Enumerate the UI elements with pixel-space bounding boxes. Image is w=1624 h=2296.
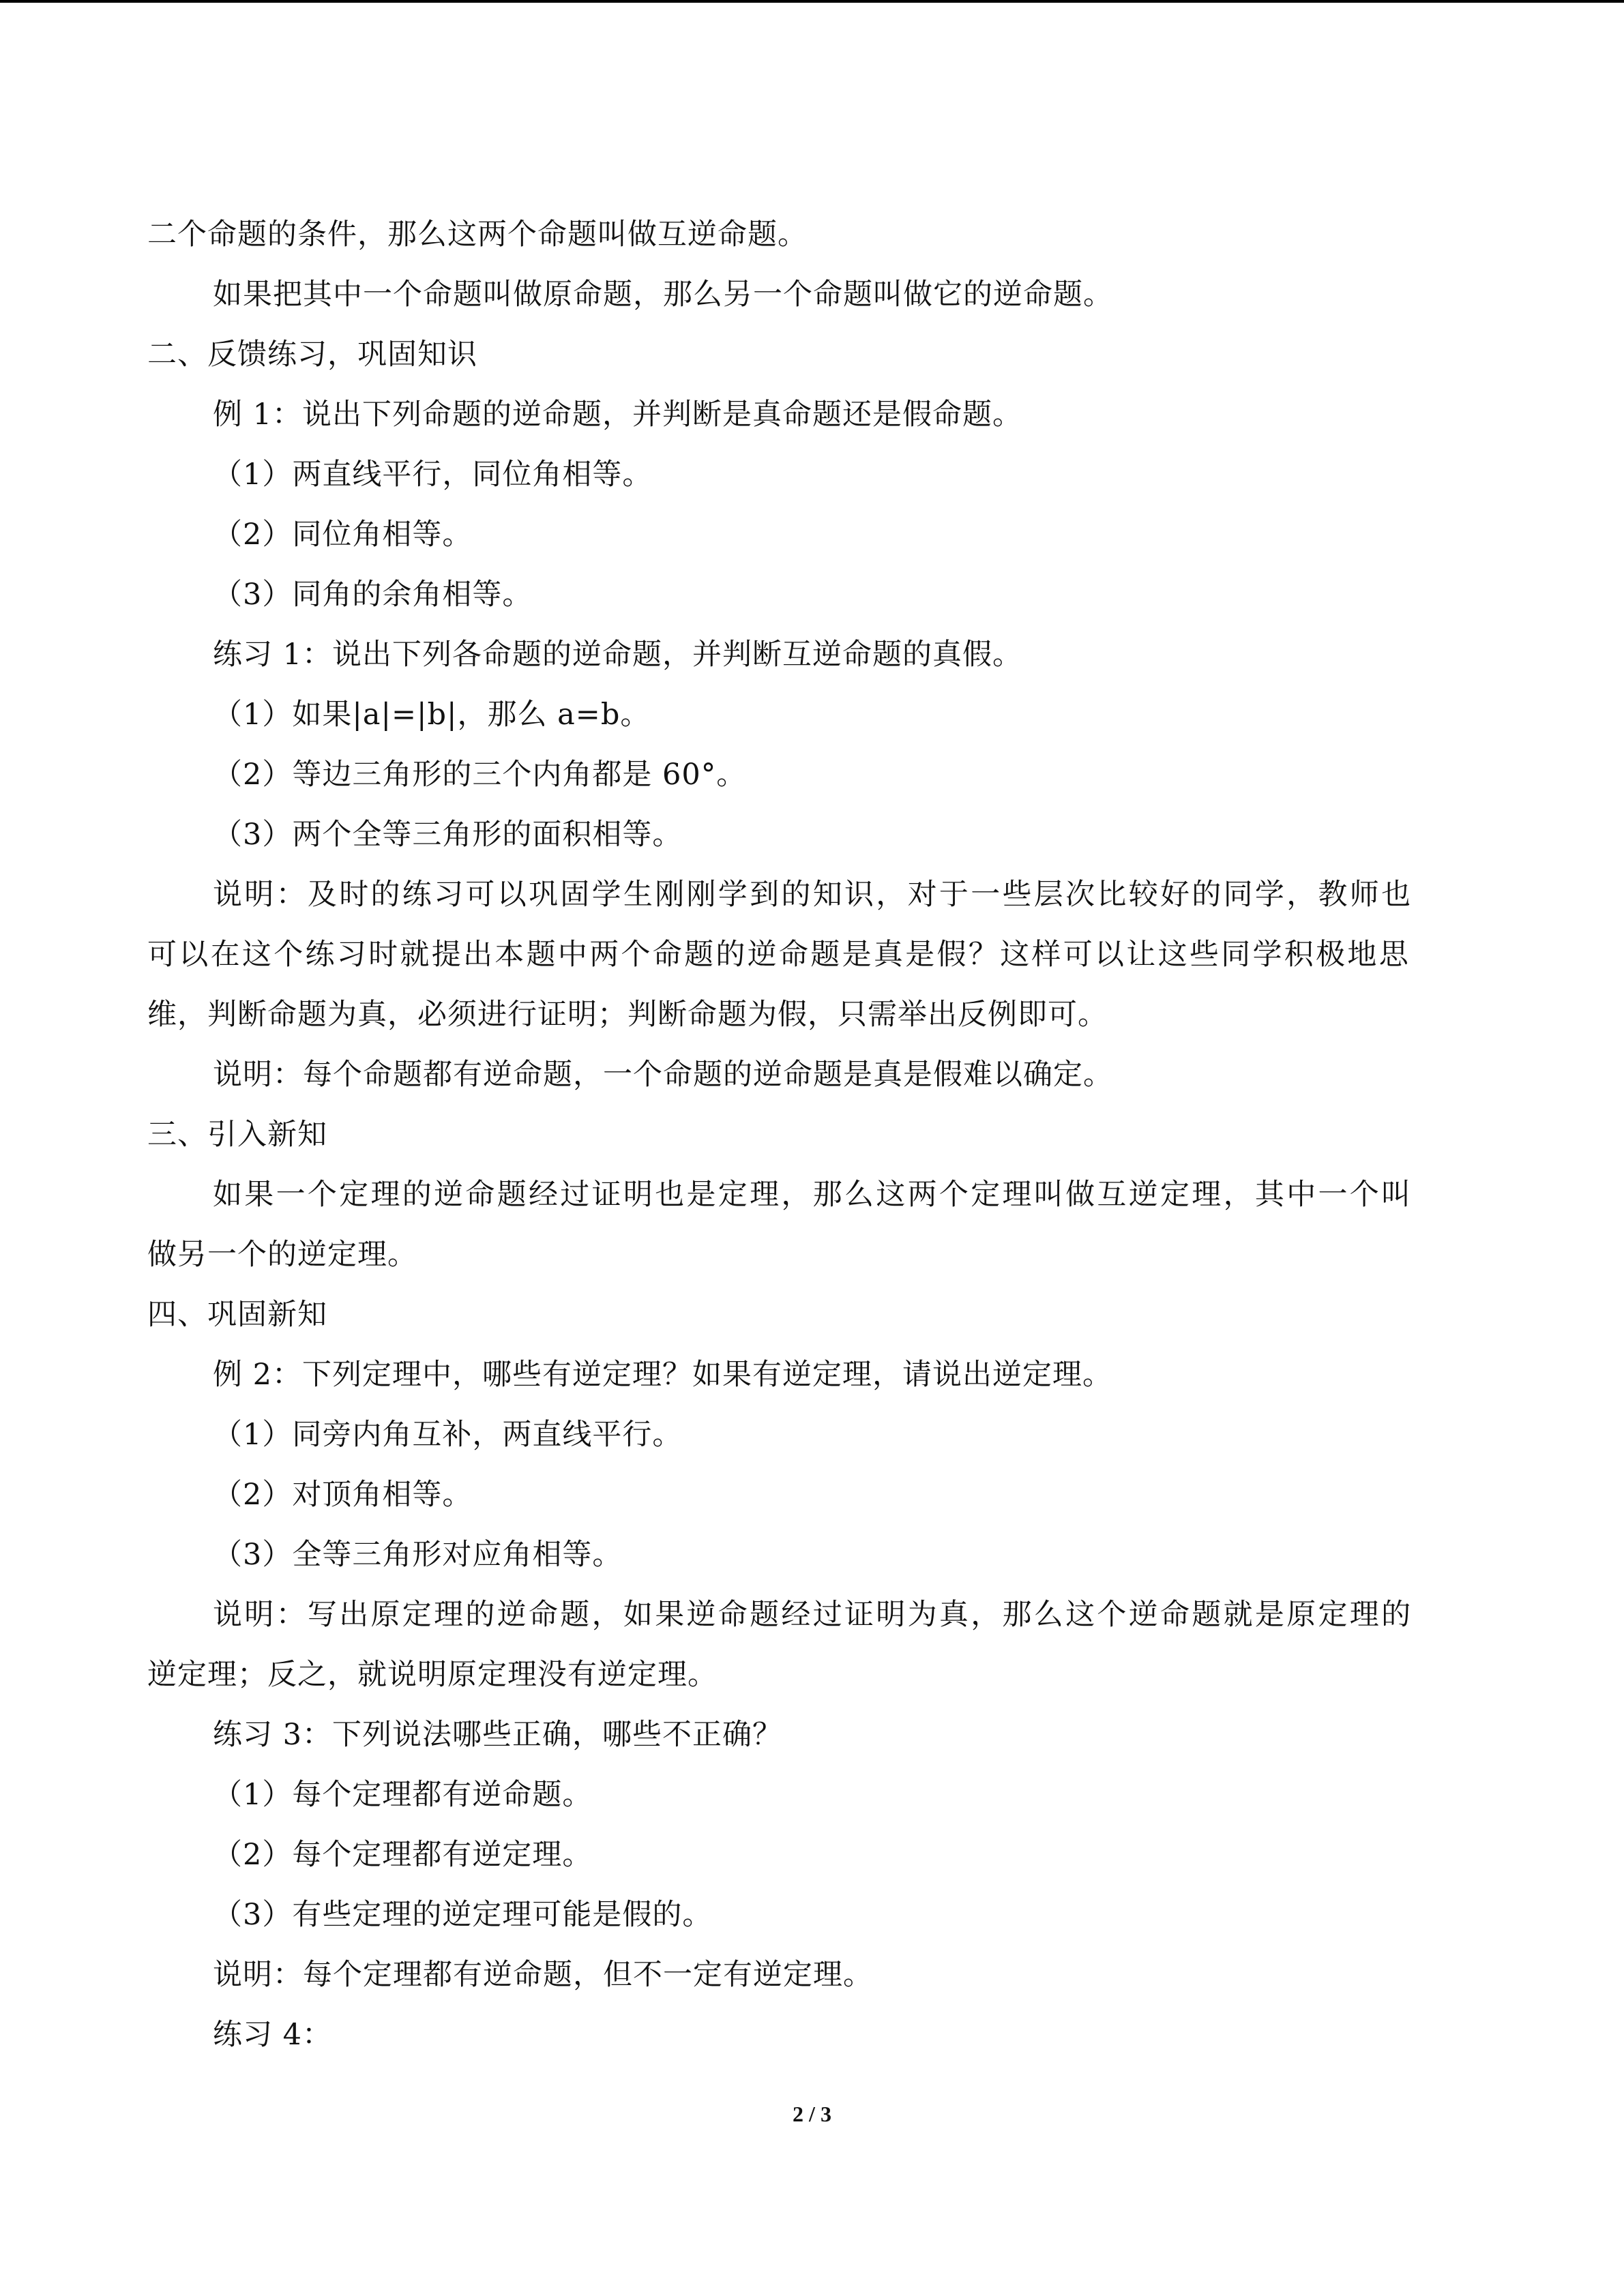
list-item: （1）如果|a|=|b|，那么 a=b。: [213, 698, 651, 732]
page-number: 2 / 3: [793, 2102, 831, 2126]
document-body: [147, 205, 1457, 2065]
note-line: 说明：每个定理都有逆命题，但不一定有逆定理。: [213, 1958, 873, 1992]
list-item: （3）两个全等三角形的面积相等。: [213, 818, 683, 852]
note-paragraph-line: 说明：写出原定理的逆命题，如果逆命题经过证明为真，那么这个逆命题就是原定理的: [213, 1598, 1413, 1632]
example-2-title: 例 2：下列定理中，哪些有逆定理？如果有逆定理，请说出逆定理。: [213, 1358, 1113, 1392]
intro-paragraph-line: 做另一个的逆定理。: [147, 1238, 417, 1272]
section-heading-4: 四、巩固新知: [147, 1298, 327, 1332]
practice-1-title: 练习 1：说出下列各命题的逆命题，并判断互逆命题的真假。: [213, 638, 1023, 672]
list-item: （2）每个定理都有逆定理。: [213, 1838, 593, 1872]
section-heading-3: 三、引入新知: [147, 1118, 327, 1152]
note-paragraph-line: 可以在这个练习时就提出本题中两个命题的逆命题是真是假？这样可以让这些同学积极地思: [147, 938, 1411, 972]
list-item: （1）两直线平行，同位角相等。: [213, 458, 653, 492]
note-paragraph-line: 说明：及时的练习可以巩固学生刚刚学到的知识，对于一些层次比较好的同学，教师也: [213, 878, 1413, 912]
list-item: （2）等边三角形的三个内角都是 60°。: [213, 758, 747, 792]
practice-4-title: 练习 4：: [213, 2018, 333, 2052]
text-line: 二个命题的条件，那么这两个命题叫做互逆命题。: [147, 218, 808, 252]
section-heading-2: 二、反馈练习，巩固知识: [147, 338, 477, 372]
list-item: （3）同角的余角相等。: [213, 578, 533, 612]
list-item: （3）全等三角形对应角相等。: [213, 1538, 623, 1572]
list-item: （2）对顶角相等。: [213, 1478, 473, 1512]
note-paragraph-line: 维，判断命题为真，必须进行证明；判断命题为假，只需举出反例即可。: [147, 998, 1108, 1032]
intro-paragraph-line: 如果一个定理的逆命题经过证明也是定理，那么这两个定理叫做互逆定理，其中一个叫: [213, 1178, 1413, 1212]
text-line: 如果把其中一个命题叫做原命题，那么另一个命题叫做它的逆命题。: [213, 278, 1113, 312]
list-item: （2）同位角相等。: [213, 518, 473, 552]
top-border-line: [0, 0, 1624, 3]
example-1-title: 例 1：说出下列命题的逆命题，并判断是真命题还是假命题。: [213, 398, 1023, 432]
note-line: 说明：每个命题都有逆命题，一个命题的逆命题是真是假难以确定。: [213, 1058, 1113, 1092]
practice-3-title: 练习 3：下列说法哪些正确，哪些不正确？: [213, 1718, 783, 1752]
note-paragraph-line: 逆定理；反之，就说明原定理没有逆定理。: [147, 1658, 718, 1692]
list-item: （3）有些定理的逆定理可能是假的。: [213, 1898, 713, 1932]
list-item: （1）同旁内角互补，两直线平行。: [213, 1418, 683, 1452]
list-item: （1）每个定理都有逆命题。: [213, 1778, 593, 1812]
